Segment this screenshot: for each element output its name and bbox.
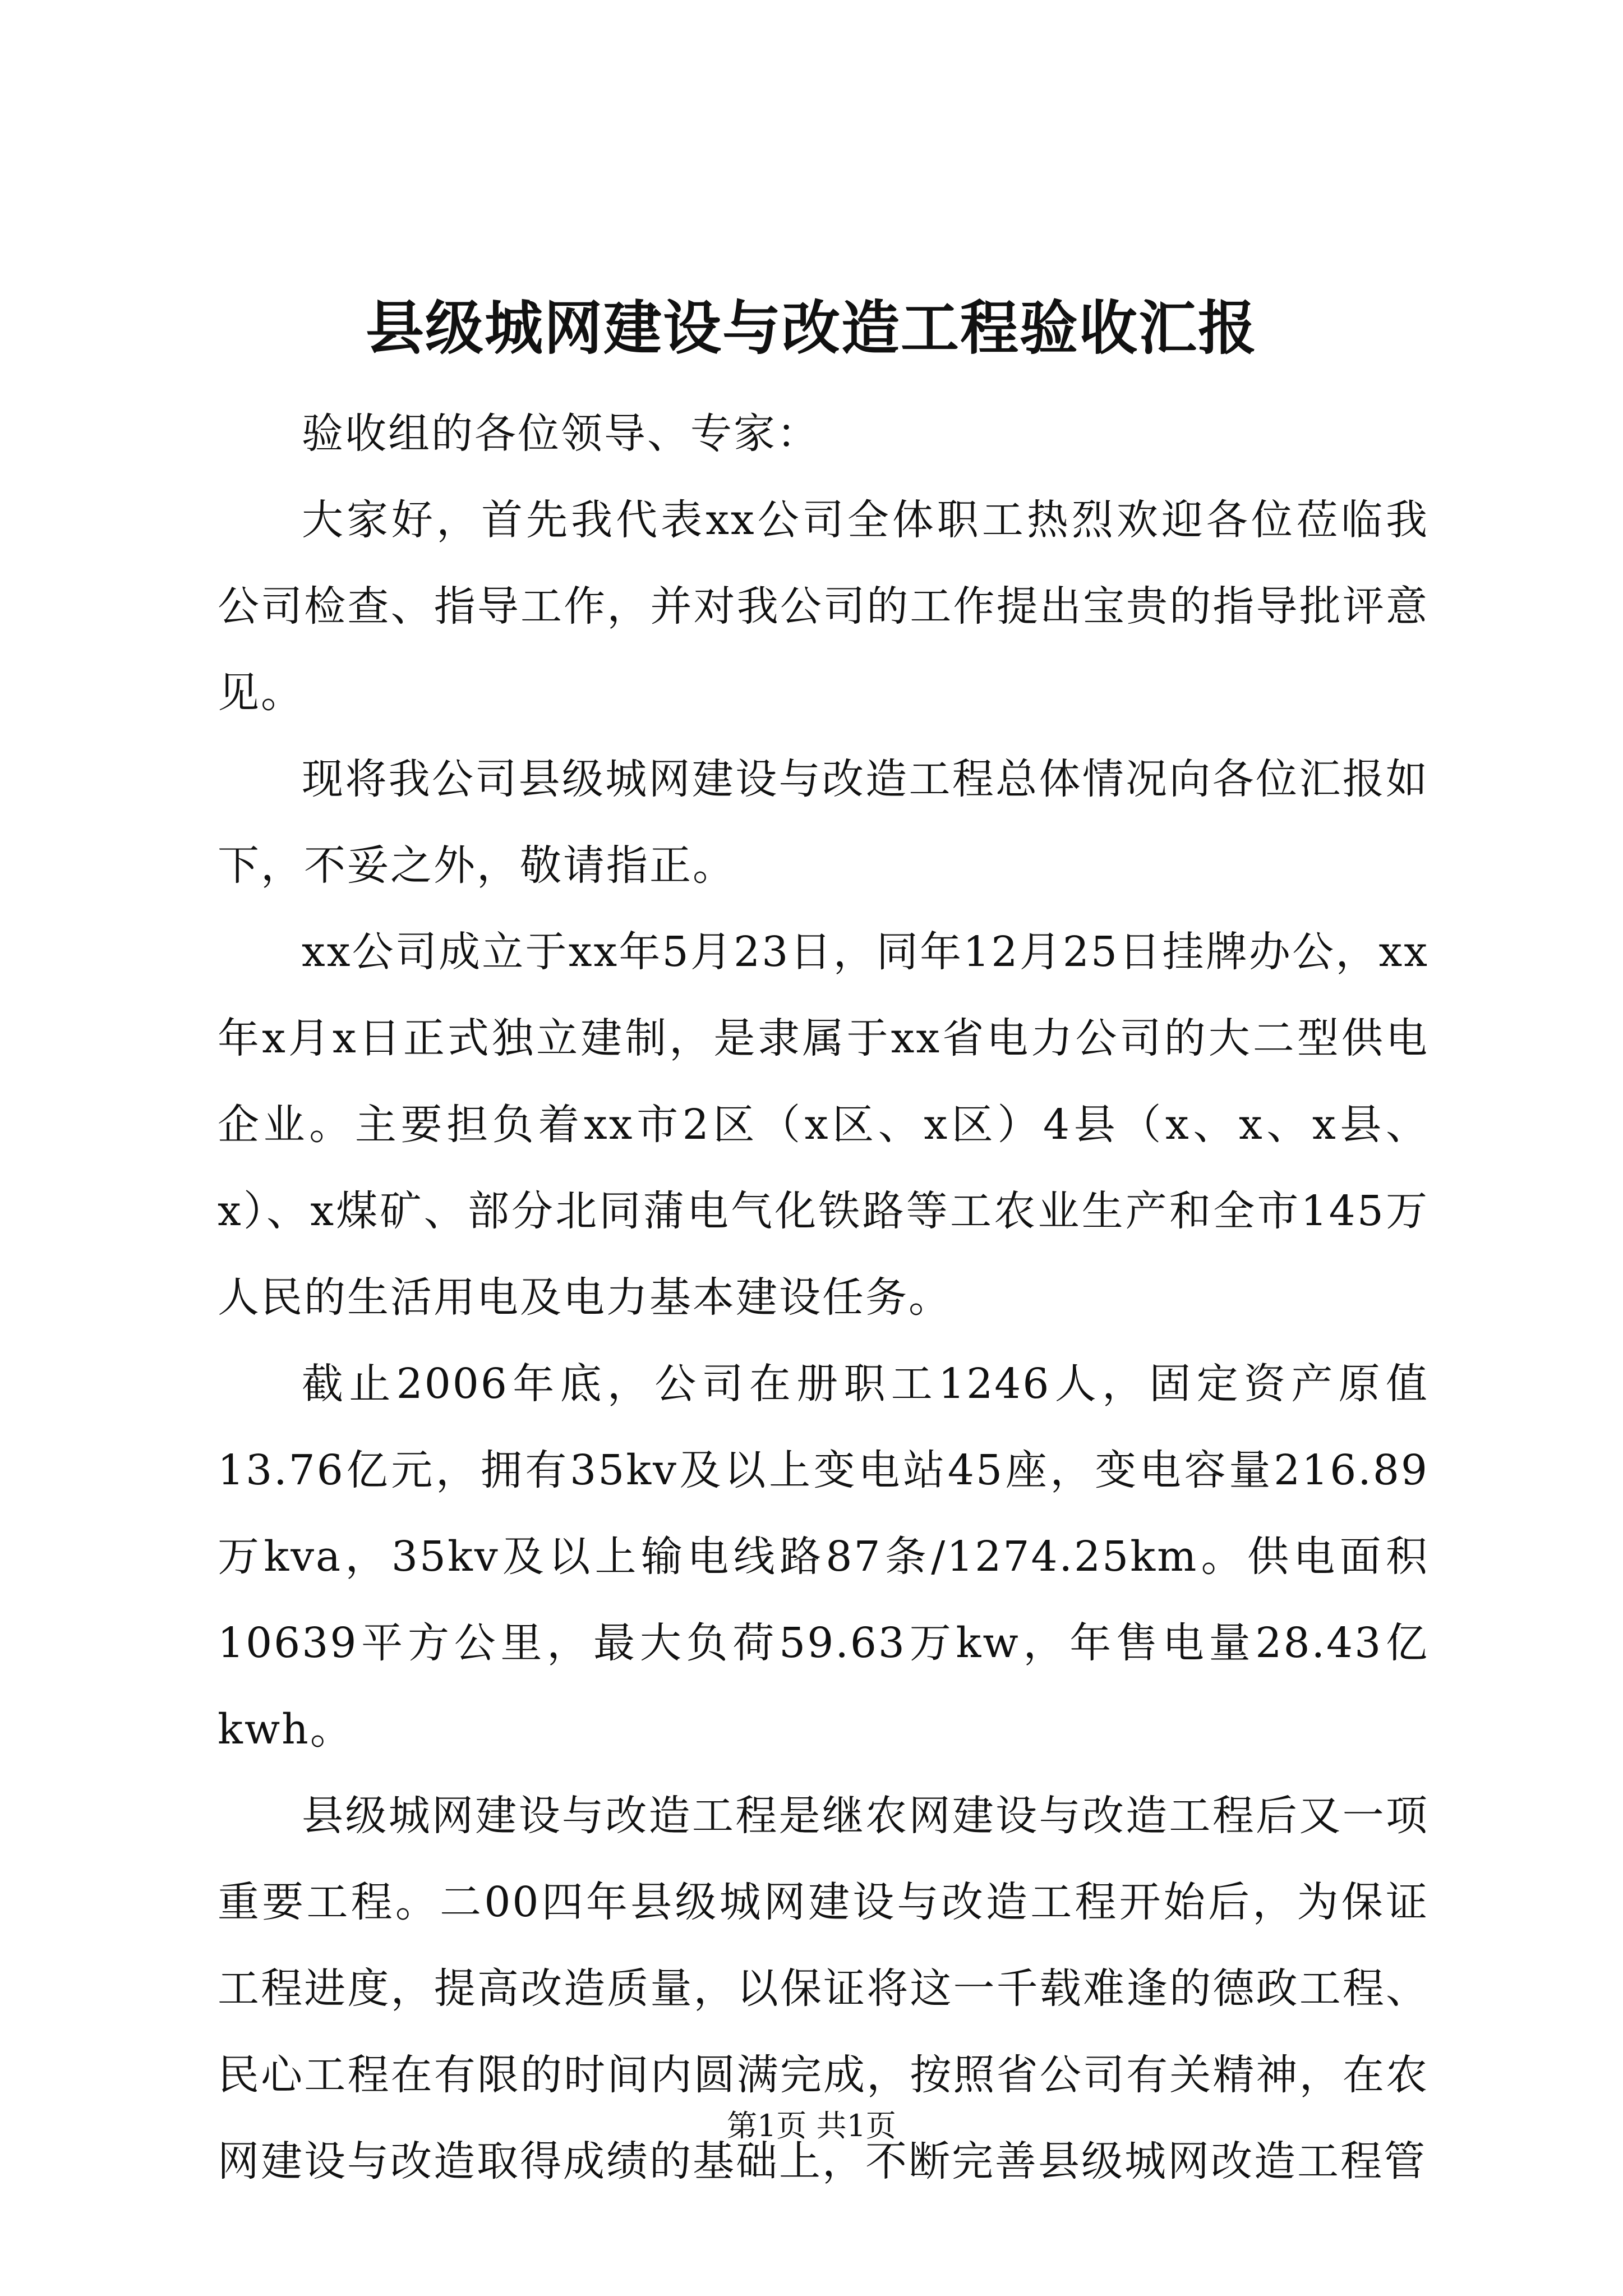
paragraph-project-overview: 县级城网建设与改造工程是继农网建设与改造工程后又一项重要工程。二00四年县级城网建设与改造工程开始后，为保证工程进度，提高改造质量，以保证将这一千载难逢的德政工程、民心工程在有限的时间内圆满完成，按照省公司有关精神，在农网建设与改造取得成绩的基础上，不断完善县级城网改造工程管 — [218, 1792, 1429, 2185]
paragraph-introduction: 现将我公司县级城网建设与改造工程总体情况向各位汇报如下，不妥之外，敬请指正。 — [218, 755, 1429, 890]
paragraph-company-profile: xx公司成立于xx年5月23日，同年12月25日挂牌办公，xx年x月x日正式独立建制，是隶属于xx省电力公司的大二型供电企业。主要担负着xx市2区（x区、x区）4县（x、x、x县、x）、x煤矿、部分北同蒲电气化铁路等工农业生产和全市145万人民的生活用电及电力基本建设任务。 — [218, 928, 1429, 1322]
paragraph-salutation: 验收组的各位领导、专家： — [302, 409, 820, 458]
page-footer: 第1页 共1页 — [727, 2108, 896, 2143]
paragraph-statistics: 截止2006年底，公司在册职工1246人，固定资产原值13.76亿元，拥有35kv及以上变电站45座，变电容量216.89万kva，35kv及以上输电线路87条/1274.25km。供电面积10639平方公里，最大负荷59.63万kw，年售电量28.43亿kwh。 — [218, 1360, 1429, 1754]
paragraph-welcome: 大家好，首先我代表xx公司全体职工热烈欢迎各位莅临我公司检查、指导工作，并对我公司的工作提出宝贵的指导批评意见。 — [218, 496, 1429, 717]
document-title: 县级城网建设与改造工程验收汇报 — [365, 293, 1257, 362]
document-body — [218, 390, 1429, 2205]
